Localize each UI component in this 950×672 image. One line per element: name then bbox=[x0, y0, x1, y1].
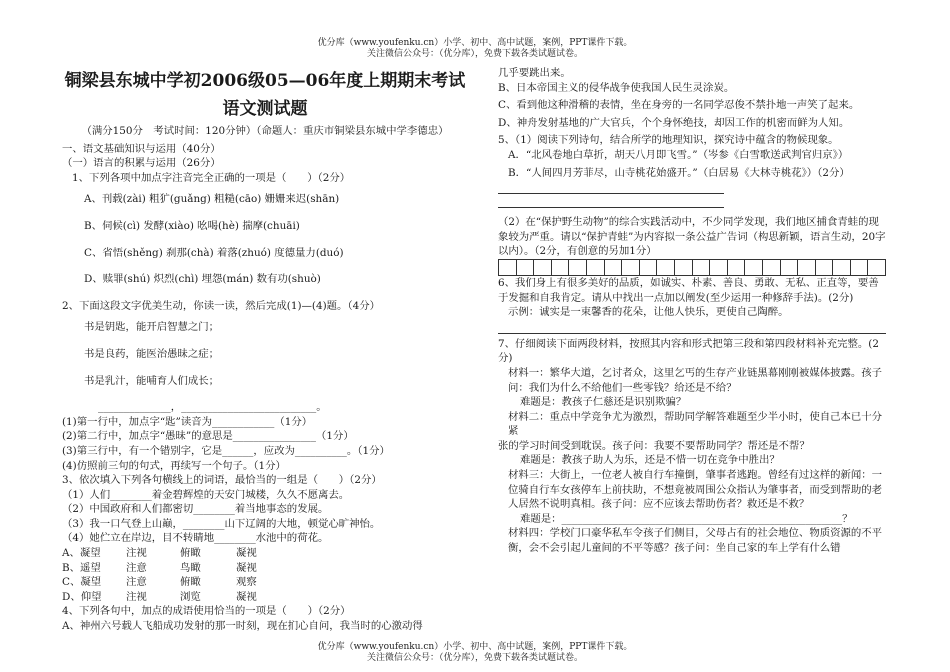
grid-cell[interactable] bbox=[832, 259, 850, 276]
grid-cell[interactable] bbox=[604, 259, 622, 276]
q4-option-a-cont: 几乎要跳出来。 bbox=[498, 67, 571, 79]
option-cell: 凝视 bbox=[236, 547, 257, 560]
q2-text-line-1: 书是钥匙，能开启智慧之门； bbox=[84, 321, 220, 334]
q2-sub-1: (1)第一行中，加点字“匙”读音为____________（1分） bbox=[62, 415, 313, 428]
material-2: 材料二：重点中学竞争尤为激烈，帮助同学解答难题至少半小时，使自己本已十分紧 bbox=[508, 410, 883, 438]
q2-text-line-3: 书是乳汁，能哺育人们成长； bbox=[84, 374, 220, 387]
grid-cell[interactable] bbox=[867, 259, 886, 276]
grid-cell[interactable] bbox=[709, 259, 727, 276]
subsection-heading: （一）语言的积累与运用（26分） bbox=[62, 157, 221, 170]
option-cell: C、凝望 bbox=[62, 576, 102, 589]
q3-options-table bbox=[62, 546, 468, 604]
q2-text-line-2: 书是良药，能医治愚昧之症； bbox=[84, 347, 220, 360]
grid-cell[interactable] bbox=[498, 259, 516, 276]
material-1: 材料一：繁华大道，乞讨者众，这里乞丐的生存产业链黑幕刚刚被媒体披露。孩子问：我们为什么不给他们一些零钱？给还是不给？ bbox=[508, 366, 883, 394]
option-cell: B、遥望 bbox=[62, 561, 101, 574]
grid-cell[interactable] bbox=[551, 259, 569, 276]
q3-option-row bbox=[62, 546, 468, 561]
footer-line-2: 关注微信公众号：（优分库），免费下载各类试题试卷。 bbox=[366, 653, 583, 663]
option-cell: 注意 bbox=[126, 576, 147, 589]
grid-cell[interactable] bbox=[656, 259, 674, 276]
material-3: 材料三：大街上，一位老人被自行车撞倒，肇事者逃跑。曾经有过这样的新闻：一位骑自行车女孩停车上前扶助，不想竟被周围公众指认为肇事者，而受到帮助的老人居然不说明真相。孩子问：应不应该去帮助伤者？救还是不救？ bbox=[508, 469, 883, 511]
q3-option-row bbox=[62, 590, 468, 605]
q4-option-a: A、神州六号载人飞船成功发射的那一时刻，现在扪心自问，我当时的心激动得 bbox=[62, 620, 423, 633]
grid-cell[interactable] bbox=[797, 259, 815, 276]
q5-poem-a: A．“北风卷地白草折，胡天八月即飞雪。”（岑参《白雪歌送武判官归京》） bbox=[508, 148, 849, 161]
q2-sub-3: (3)第三行中，有一个错别字，它是______，应改为__________。（1分） bbox=[62, 444, 390, 457]
grid-cell[interactable] bbox=[850, 259, 868, 276]
q6-example: 示例：诚实是一束馨香的花朵，让他人快乐，更使自己陶醉。 bbox=[508, 306, 789, 319]
page-footer bbox=[0, 642, 950, 664]
question-2: 2、下面这段文字优美生动，你读一读，然后完成(1)—(4)题。（4分） bbox=[62, 299, 381, 312]
option-cell: 注视 bbox=[126, 590, 147, 603]
q3-item-4: （4）她伫立在岸边，目不转睛地________水池中的荷花。 bbox=[62, 532, 329, 545]
question-7: 7、仔细阅读下面两段材料，按照其内容和形式把第三段和第四段材料补充完整。(2分) bbox=[498, 337, 879, 365]
section-heading: 一、语文基础知识与运用（40分） bbox=[62, 142, 221, 155]
q5-part-2: （2）在“保护野生动物”的综合实践活动中，不少同学发现，我们地区捕食青蛙的现象较为严重。请以“保护青蛙”为内容拟一条公益广告词（构思新颖，语言生动，20字以内）。（2分，有创意的另加1分） bbox=[498, 216, 886, 258]
q3-option-row bbox=[62, 575, 468, 590]
option-cell: 俯瞰 bbox=[180, 547, 201, 560]
grid-cell[interactable] bbox=[744, 259, 762, 276]
q2-sub-4: (4)仿照前三句的句式，再续写一个句子。（1分） bbox=[62, 459, 286, 472]
q1-option-c: C、省悟(shěng) 刹那(chà) 着落(zhuó) 度德量力(duó) bbox=[84, 246, 344, 259]
grid-cell[interactable] bbox=[780, 259, 798, 276]
option-cell: 鸟瞰 bbox=[180, 561, 201, 574]
footer-line-1: 优分库（www.youfenku.cn）小学、初中、高中试题，案例，PPT课件下载。 bbox=[317, 642, 633, 652]
option-cell: 俯瞰 bbox=[180, 576, 201, 589]
answer-line[interactable] bbox=[498, 320, 886, 334]
option-cell: 观察 bbox=[236, 576, 257, 589]
header-line-1: 优分库（www.youfenku.cn）小学、初中、高中试题，案例，PPT课件下载。 bbox=[317, 38, 633, 48]
grid-cell[interactable] bbox=[516, 259, 534, 276]
grid-cell[interactable] bbox=[586, 259, 604, 276]
header-line-2: 关注微信公众号：（优分库），免费下载各类试题试卷。 bbox=[366, 49, 583, 59]
grid-cell[interactable] bbox=[621, 259, 639, 276]
option-cell: 浏览 bbox=[180, 590, 201, 603]
material-4: 材料四：学校门口豪华私车令孩子们侧目，父母占有的社会地位、物质资源的不平衡，会不会引起儿童间的不平等感？孩子问：坐自己家的车上学有什么错 bbox=[508, 527, 883, 555]
grid-cell[interactable] bbox=[533, 259, 551, 276]
grid-cell[interactable] bbox=[815, 259, 833, 276]
q3-item-2: （2）中国政府和人们都密切________着当地事态的发展。 bbox=[62, 503, 329, 516]
question-1: 1、下列各项中加点字注音完全正确的一项是（ ）（2分） bbox=[72, 171, 351, 184]
page-header bbox=[0, 38, 950, 60]
right-column bbox=[498, 66, 886, 556]
exam-info: （满分150分 考试时间：120分钟）（命题人：重庆市铜梁县东城中学李德忠） bbox=[81, 125, 449, 137]
grid-cell[interactable] bbox=[692, 259, 710, 276]
grid-cell[interactable] bbox=[727, 259, 745, 276]
option-cell: 注意 bbox=[126, 561, 147, 574]
material-1-question: 难题是：教孩子仁慈还是识别欺骗？ bbox=[520, 396, 687, 409]
q3-item-3: （3）我一口气登上山巅，________山下辽阔的大地，顿觉心旷神怡。 bbox=[62, 517, 381, 530]
question-6: 6、我们身上有很多美好的品质，如诚实、朴素、善良、勇敢、无私、正直等，要善于发掘和自我肯定。请从中找出一点加以阐发(至少运用一种修辞手法)。(2分) bbox=[498, 276, 879, 304]
q1-option-d: D、赎罪(shú) 炽烈(chì) 埋怨(mán) 数有功(shuò) bbox=[84, 273, 321, 286]
question-4: 4、下列各句中，加点的成语使用恰当的一项是（ ）（2分） bbox=[62, 605, 351, 618]
option-cell: A、凝望 bbox=[62, 547, 101, 560]
answer-grid[interactable] bbox=[498, 259, 886, 276]
left-column bbox=[62, 66, 468, 634]
q5-poem-b: B．“人间四月芳菲尽，山寺桃花始盛开。”（白居易《大林寺桃花》）（2分） bbox=[508, 166, 850, 179]
material-3-question: 难题是：______________________________________________________？ bbox=[520, 512, 853, 525]
exam-title: 铜梁县东城中学初2006级05—06年度上期期末考试 bbox=[64, 71, 466, 91]
grid-cell[interactable] bbox=[674, 259, 692, 276]
q2-answer-blank: ______________，__________________________。 bbox=[98, 401, 327, 414]
grid-cell[interactable] bbox=[568, 259, 586, 276]
option-cell: D、仰望 bbox=[62, 590, 102, 603]
option-cell: 凝视 bbox=[236, 590, 257, 603]
q4-option-b: B、日本帝国主义的侵华战争使我国人民生灵涂炭。 bbox=[498, 81, 735, 94]
option-cell: 注视 bbox=[126, 547, 147, 560]
option-cell: 凝视 bbox=[236, 561, 257, 574]
material-2-question: 难题是：教孩子助人为乐，还是不惜一切在竞争中胜出？ bbox=[520, 454, 780, 467]
answer-line[interactable] bbox=[498, 194, 724, 208]
q1-option-b: B、伺候(cì) 发酵(xiào) 吆喝(hè) 揣摩(chuāi) bbox=[84, 219, 300, 232]
grid-cell[interactable] bbox=[639, 259, 657, 276]
q3-option-row bbox=[62, 561, 468, 576]
q3-item-1: （1）人们________着金碧辉煌的天安门城楼，久久不愿离去。 bbox=[62, 488, 350, 501]
exam-subtitle: 语文测试题 bbox=[222, 99, 308, 119]
answer-line[interactable] bbox=[498, 180, 724, 194]
q2-sub-2: (2)第二行中，加点字“愚昧”的意思是________________（1分） bbox=[62, 430, 354, 443]
q1-option-a: A、刊载(zài) 粗犷(guǎng) 粗糙(cāo) 姗姗来迟(shān) bbox=[84, 193, 340, 206]
q4-option-d: D、神舟发射基地的广大官兵，个个身怀绝技，却因工作的机密而鲜为人知。 bbox=[498, 116, 850, 129]
q4-option-c: C、看到他这种滑稽的表情，坐在身旁的一名同学忍俊不禁扑地一声笑了起来。 bbox=[498, 99, 860, 112]
grid-cell[interactable] bbox=[762, 259, 780, 276]
material-2-cont: 张的学习时间受到耽误。孩子问：我要不要帮助同学？帮还是不帮？ bbox=[498, 439, 810, 452]
question-5: 5、（1）阅读下列诗句，结合所学的地理知识，探究诗中蕴含的物候现象。 bbox=[498, 134, 839, 147]
question-3: 3、依次填入下列各句横线上的词语，最恰当的一组是（ ）（2分） bbox=[62, 474, 382, 487]
